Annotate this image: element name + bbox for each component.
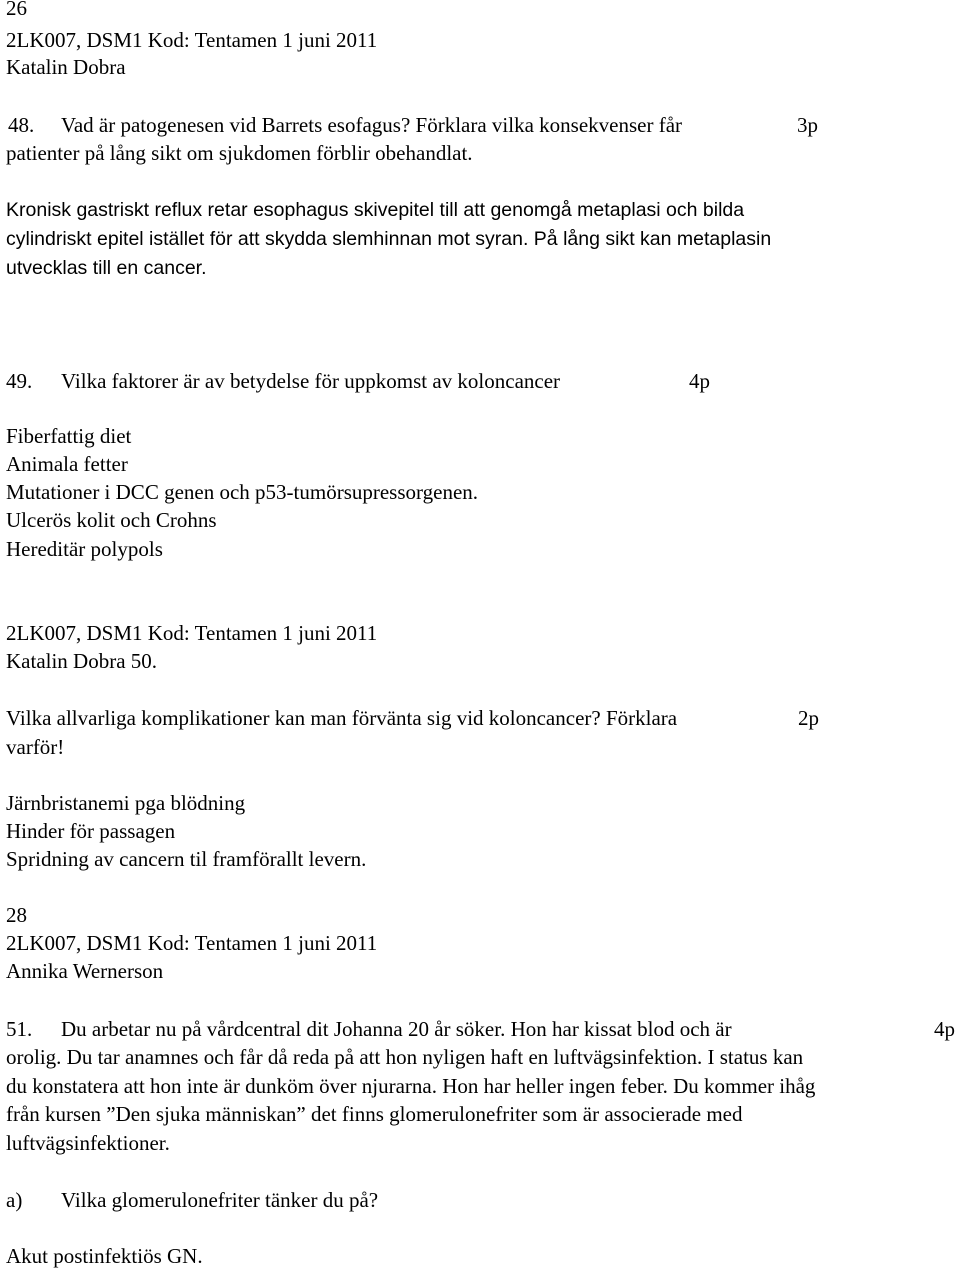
question-51-line-2: orolig. Du tar anamnes och får då reda på att hon nyligen haft en luftvägsinfektion. I status kan	[6, 1045, 804, 1069]
answer-50-item: Spridning av cancern til framförallt levern.	[6, 847, 367, 871]
page-number: 28	[6, 903, 27, 927]
question-49-line	[6, 367, 560, 395]
question-number: 48.	[8, 113, 35, 137]
answer-49-item: Hereditär polypols	[6, 537, 163, 561]
answer-48-line-3: utvecklas till en cancer.	[6, 257, 207, 279]
answer-49-item: Animala fetter	[6, 452, 128, 476]
question-48-line-2: patienter på lång sikt om sjukdomen förblir obehandlat.	[6, 141, 473, 165]
author-name: Annika Wernerson	[6, 959, 164, 983]
page-number: 26	[6, 0, 27, 20]
sub-question-text: Vilka glomerulonefriter tänker du på?	[61, 1188, 379, 1212]
sub-question-a-answer: Akut postinfektiös GN.	[6, 1244, 203, 1268]
question-51-line-3: du konstatera att hon inte är dunköm över njurarna. Hon har heller ingen feber. Du kommer ihåg	[6, 1074, 816, 1098]
author-name: Katalin Dobra 50.	[6, 649, 158, 673]
question-points: 3p	[797, 113, 818, 137]
answer-48-line-1: Kronisk gastriskt reflux retar esophagus skivepitel till att genomgå metaplasi och bilda	[6, 199, 745, 221]
answer-49-item: Fiberfattig diet	[6, 424, 132, 448]
answer-50-item: Järnbristanemi pga blödning	[6, 791, 246, 815]
question-51-line-4: från kursen ”Den sjuka människan” det finns glomerulonefriter som är associerade med	[6, 1102, 743, 1126]
question-48-line-1	[8, 111, 682, 139]
question-51-line-5: luftvägsinfektioner.	[6, 1131, 170, 1155]
sub-question-label: a)	[6, 1188, 23, 1212]
author-name: Katalin Dobra	[6, 55, 126, 79]
answer-50-item: Hinder för passagen	[6, 819, 176, 843]
course-header: 2LK007, DSM1 Kod: Tentamen 1 juni 2011	[6, 28, 378, 52]
question-number: 49.	[6, 369, 33, 393]
answer-49-item: Ulcerös kolit och Crohns	[6, 508, 217, 532]
question-points: 4p	[689, 369, 710, 393]
question-points: 2p	[798, 706, 819, 730]
course-header: 2LK007, DSM1 Kod: Tentamen 1 juni 2011	[6, 931, 378, 955]
question-number: 51.	[6, 1017, 33, 1041]
question-text: Du arbetar nu på vårdcentral dit Johanna 20 år söker. Hon har kissat blod och är	[61, 1017, 732, 1041]
question-text: Vilka faktorer är av betydelse för uppkomst av koloncancer	[61, 369, 561, 393]
question-text: Vad är patogenesen vid Barrets esofagus? Förklara vilka konsekvenser får	[61, 113, 683, 137]
question-points: 4p	[934, 1017, 955, 1041]
question-50-line-1: Vilka allvarliga komplikationer kan man förvänta sig vid koloncancer? Förklara	[6, 706, 678, 730]
answer-49-item: Mutationer i DCC genen och p53-tumörsupressorgenen.	[6, 480, 479, 504]
question-51-line-1	[6, 1015, 732, 1043]
answer-48-line-2: cylindriskt epitel istället för att skydda slemhinnan mot syran. På lång sikt kan metaplasin	[6, 228, 772, 250]
course-header: 2LK007, DSM1 Kod: Tentamen 1 juni 2011	[6, 621, 378, 645]
question-50-line-2: varför!	[6, 735, 65, 759]
sub-question-a	[6, 1186, 378, 1214]
